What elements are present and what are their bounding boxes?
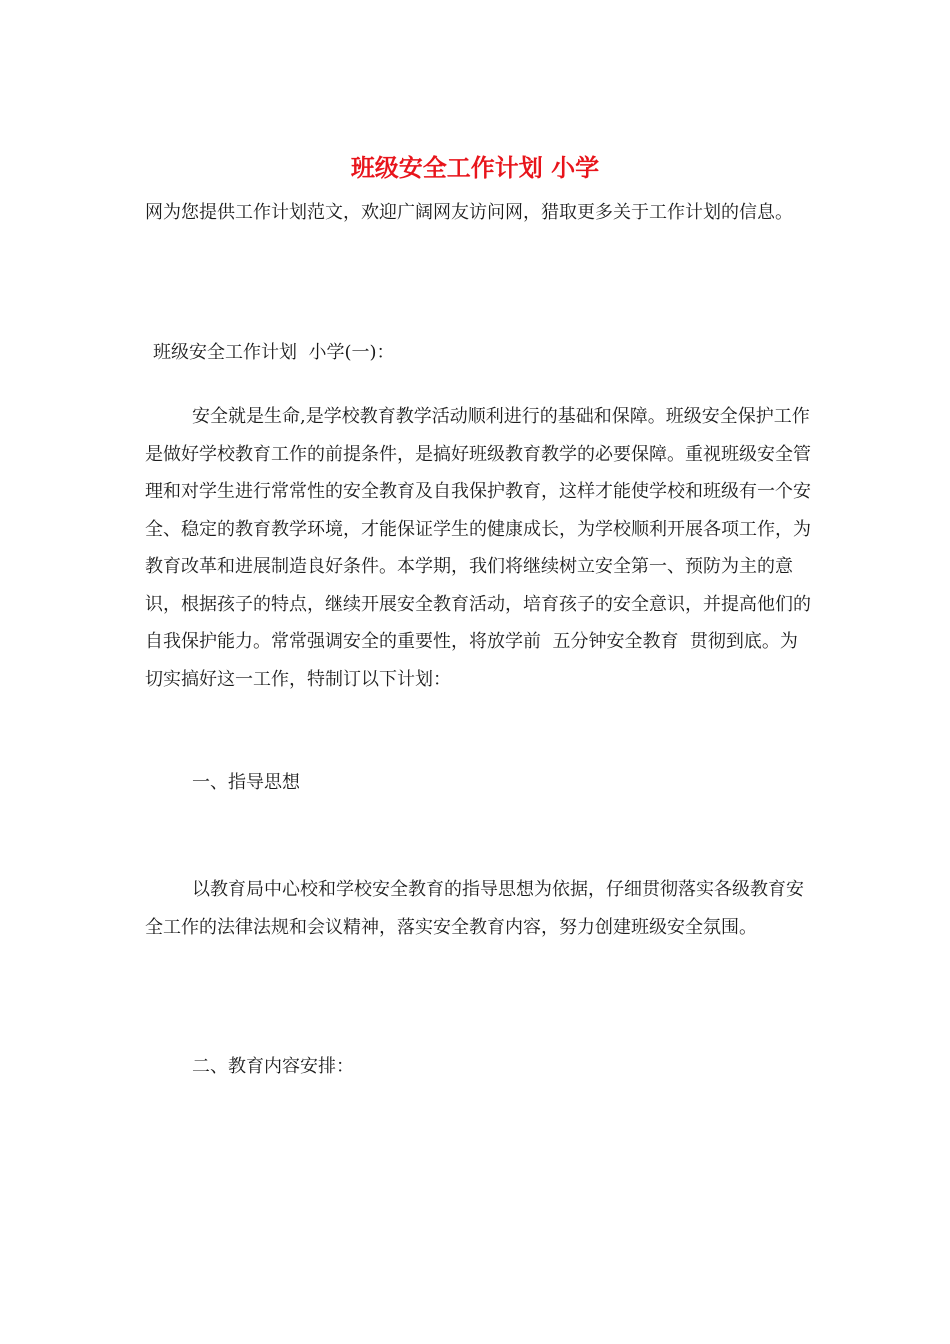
paragraph-guiding-thought: 以教育局中心校和学校安全教育的指导思想为依据，仔细贯彻落实各级教育安全工作的法律法规和会议精神，落实安全教育内容，努力创建班级安全氛围。 <box>145 879 804 938</box>
heading-guiding-thought: 一、指导思想 <box>192 772 300 793</box>
document-title: 班级安全工作计划 小学 <box>350 153 600 182</box>
intro-text: 网为您提供工作计划范文，欢迎广阔网友访问网，猎取更多关于工作计划的信息。 <box>145 202 793 223</box>
section-subtitle: 班级安全工作计划 小学(一)： <box>153 342 395 363</box>
paragraph-safety-importance: 安全就是生命,是学校教育教学活动顺利进行的基础和保障。班级安全保护工作是做好学校教育工作的前提条件，是搞好班级教育教学的必要保障。重视班级安全管理和对学生进行常常性的安全教育及自我保护教育，这样才能使学校和班级有一个安全、稳定的教育教学环境，才能保证学生的健康成长，为学校顺利开展各项工作，为教育改革和进展制造良好条件。本学期，我们将继续树立安全第一、预防为主的意识，根据孩子的特点，继续开展安全教育活动，培育孩子的安全意识，并提高他们的自我保护能力。常常强调安全的重要性，将放学前 五分钟安全教育 贯彻到底。为切实搞好这一工作，特制订以下计划： <box>145 406 811 690</box>
heading-education-content: 二、教育内容安排： <box>192 1056 354 1077</box>
